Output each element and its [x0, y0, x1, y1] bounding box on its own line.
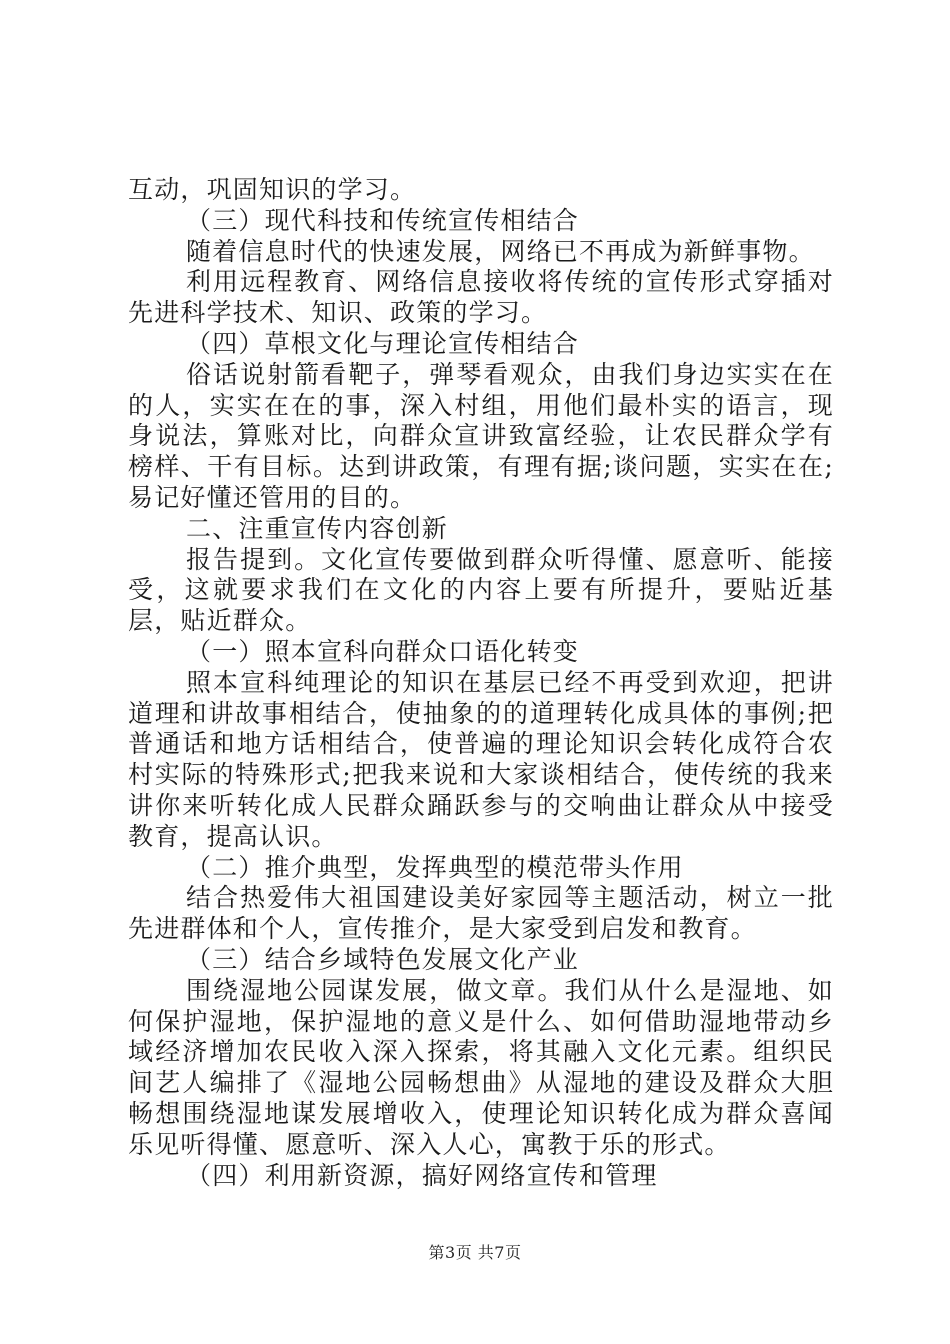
paragraph: （一）照本宣科向群众口语化转变 — [186, 636, 580, 666]
paragraph: 照本宣科纯理论的知识在基层已经不再受到欢迎，把讲道理和讲故事相结合，使抽象的的道理转化成具体的事例;把普通话和地方话相结合，使普遍的理论知识会转化成符合农村实际的特殊形式;把我来说和大家谈相结合，使传统的我来讲你来听转化成人民群众踊跃参与的交响曲让群众从中接受教育，提高认识。 — [128, 667, 834, 851]
paragraph: （三）结合乡域特色发展文化产业 — [186, 944, 580, 974]
paragraph: 互动，巩固知识的学习。 — [128, 175, 417, 204]
paragraph: 围绕湿地公园谋发展，做文章。我们从什么是湿地、如何保护湿地，保护湿地的意义是什么、如何借助湿地带动乡域经济增加农民收入深入探索，将其融入文化元素。组织民间艺人编排了《湿地公园畅想曲》从湿地的建设及群众大胆畅想围绕湿地谋发展增收入，使理论知识转化成为群众喜闻乐见听得懂、愿意听、深入人心，寓教于乐的形式。 — [128, 975, 834, 1159]
page-footer: 第3页 共7页 — [428, 1243, 522, 1262]
paragraph: 结合热爱伟大祖国建设美好家园等主题活动，树立一批先进群体和个人，宣传推介，是大家受到启发和教育。 — [128, 883, 834, 944]
paragraph: 随着信息时代的快速发展，网络已不再成为新鲜事物。 — [186, 236, 815, 266]
paragraph: 利用远程教育、网络信息接收将传统的宣传形式穿插对先进科学技术、知识、政策的学习。 — [128, 267, 834, 328]
paragraph: （四）利用新资源，搞好网络宣传和管理 — [186, 1160, 658, 1190]
paragraph: 报告提到。文化宣传要做到群众听得懂、愿意听、能接受，这就要求我们在文化的内容上要有所提升，要贴近基层，贴近群众。 — [128, 544, 834, 636]
paragraph: 二、注重宣传内容创新 — [186, 513, 449, 543]
paragraph: （三）现代科技和传统宣传相结合 — [186, 205, 580, 235]
document-body — [128, 175, 834, 1191]
paragraph: （二）推介典型，发挥典型的模范带头作用 — [186, 852, 684, 882]
paragraph: 俗话说射箭看靶子，弹琴看观众，由我们身边实实在在的人，实实在在的事，深入村组，用他们最朴实的语言，现身说法，算账对比，向群众宣讲致富经验，让农民群众学有榜样、干有目标。达到讲政策，有理有据;谈问题，实实在在;易记好懂还管用的目的。 — [128, 359, 834, 512]
paragraph: （四）草根文化与理论宣传相结合 — [186, 328, 580, 358]
